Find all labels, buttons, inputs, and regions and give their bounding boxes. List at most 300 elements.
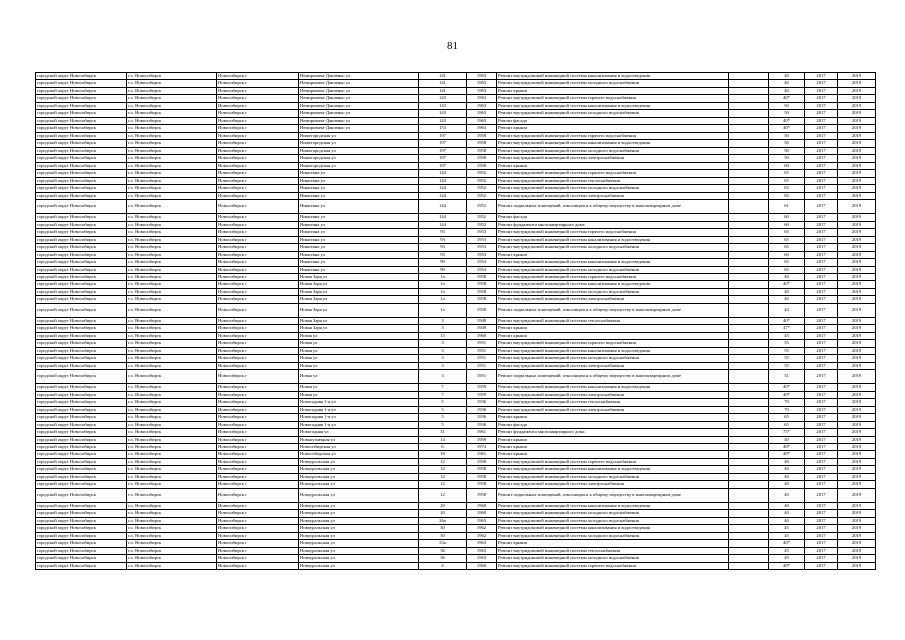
settlement-cell: Новосибирск г	[217, 229, 299, 236]
year-built-cell: 1958	[467, 147, 497, 154]
settlement-cell: Новосибирск г	[217, 488, 299, 502]
settlement-cell: Новосибирск г	[217, 102, 299, 109]
house-number-cell: 93	[419, 251, 467, 258]
table-row	[36, 266, 876, 273]
wear-percent-cell: 55	[769, 340, 805, 347]
period-end-cell: 2019	[838, 391, 876, 398]
work-type-cell: Ремонт внутридомовой инженерной системы канализования и водоотведения	[497, 281, 729, 288]
blank-cell	[729, 332, 769, 339]
period-start-cell: 2017	[805, 429, 838, 436]
wear-percent-cell: 55	[769, 347, 805, 354]
work-type-cell: Ремонт фасада	[497, 421, 729, 428]
work-type-cell: Ремонт крыши	[497, 162, 729, 169]
street-cell: Немировича-Данченко ул	[299, 73, 419, 80]
house-number-cell: 197	[419, 132, 467, 139]
blank-cell	[729, 317, 769, 324]
work-type-cell: Ремонт внутридомовой инженерной системы электроснабжения	[497, 406, 729, 413]
house-number-cell: 144	[419, 192, 467, 199]
period-start-cell: 2017	[805, 436, 838, 443]
blank-cell	[729, 281, 769, 288]
wear-percent-cell: 65	[769, 421, 805, 428]
blank-cell	[729, 414, 769, 421]
blank-cell	[729, 406, 769, 413]
house-number-cell: 5	[419, 414, 467, 421]
wear-percent-cell: 60	[769, 214, 805, 221]
wear-percent-cell: 50	[769, 102, 805, 109]
year-built-cell: 1963	[467, 110, 497, 117]
period-start-cell: 2017	[805, 185, 838, 192]
street-cell: Нижегородская ул	[299, 155, 419, 162]
year-built-cell: 1953	[467, 236, 497, 243]
year-built-cell: 1951	[467, 362, 497, 369]
street-cell: Никитина ул	[299, 236, 419, 243]
period-end-cell: 2019	[838, 229, 876, 236]
period-end-cell: 2019	[838, 132, 876, 139]
wear-percent-cell: 40*	[769, 562, 805, 569]
blank-cell	[729, 473, 769, 480]
year-built-cell: 1951	[467, 347, 497, 354]
period-start-cell: 2017	[805, 281, 838, 288]
district-cell: г.о. Новосибирск	[127, 517, 217, 524]
district-cell: г.о. Новосибирск	[127, 340, 217, 347]
blank-cell	[729, 429, 769, 436]
settlement-cell: Новосибирск г	[217, 532, 299, 539]
district-cell: г.о. Новосибирск	[127, 451, 217, 458]
table-row	[36, 340, 876, 347]
table-row	[36, 192, 876, 199]
period-end-cell: 2019	[838, 555, 876, 562]
table-row	[36, 259, 876, 266]
district-cell: г.о. Новосибирск	[127, 355, 217, 362]
settlement-cell: Новосибирск г	[217, 370, 299, 384]
municipality-cell: городской округ Новосибирск	[36, 95, 127, 102]
municipality-cell: городской округ Новосибирск	[36, 274, 127, 281]
municipality-cell: городской округ Новосибирск	[36, 73, 127, 80]
table-row	[36, 443, 876, 450]
wear-percent-cell: 44	[769, 303, 805, 317]
district-cell: г.о. Новосибирск	[127, 391, 217, 398]
wear-percent-cell: 40	[769, 510, 805, 517]
year-built-cell: 1952	[467, 185, 497, 192]
blank-cell	[729, 391, 769, 398]
municipality-cell: городской округ Новосибирск	[36, 244, 127, 251]
period-start-cell: 2017	[805, 414, 838, 421]
year-built-cell: 1963	[467, 517, 497, 524]
house-number-cell: 143	[419, 117, 467, 124]
municipality-cell: городской округ Новосибирск	[36, 332, 127, 339]
work-type-cell: Ремонт внутридомовой инженерной системы холодного водоснабжения	[497, 355, 729, 362]
period-end-cell: 2019	[838, 125, 876, 132]
street-cell: Нижегородская ул	[299, 140, 419, 147]
blank-cell	[729, 125, 769, 132]
street-cell: Новоуральская ул	[299, 502, 419, 509]
settlement-cell: Новосибирск г	[217, 251, 299, 258]
year-built-cell: 1936	[467, 414, 497, 421]
municipality-cell: городской округ Новосибирск	[36, 102, 127, 109]
municipality-cell: городской округ Новосибирск	[36, 229, 127, 236]
district-cell: г.о. Новосибирск	[127, 155, 217, 162]
period-end-cell: 2019	[838, 421, 876, 428]
period-start-cell: 2017	[805, 87, 838, 94]
blank-cell	[729, 251, 769, 258]
table-row	[36, 73, 876, 80]
house-number-cell: 20	[419, 510, 467, 517]
district-cell: г.о. Новосибирск	[127, 140, 217, 147]
district-cell: г.о. Новосибирск	[127, 214, 217, 221]
settlement-cell: Новосибирск г	[217, 406, 299, 413]
house-number-cell: 12	[419, 473, 467, 480]
work-type-cell: Ремонт внутридомовой инженерной системы горячего водоснабжения	[497, 274, 729, 281]
settlement-cell: Новосибирск г	[217, 236, 299, 243]
settlement-cell: Новосибирск г	[217, 414, 299, 421]
table-row	[36, 451, 876, 458]
street-cell: Немировича-Данченко ул	[299, 117, 419, 124]
work-type-cell: Ремонт внутридомовой инженерной системы горячего водоснабжения	[497, 562, 729, 569]
street-cell: Новая Заря ул	[299, 288, 419, 295]
year-built-cell: 1936	[467, 399, 497, 406]
wear-percent-cell: 65	[769, 244, 805, 251]
district-cell: г.о. Новосибирск	[127, 102, 217, 109]
year-built-cell: 1958	[467, 132, 497, 139]
house-number-cell: 33а	[419, 540, 467, 547]
house-number-cell: 197	[419, 155, 467, 162]
work-type-cell: Ремонт внутридомовой инженерной системы электроснабжения	[497, 362, 729, 369]
blank-cell	[729, 466, 769, 473]
settlement-cell: Новосибирск г	[217, 274, 299, 281]
period-end-cell: 2019	[838, 517, 876, 524]
period-start-cell: 2017	[805, 421, 838, 428]
wear-percent-cell: 51	[769, 370, 805, 384]
work-type-cell: Ремонт внутридомовой инженерной системы электроснабжения	[497, 192, 729, 199]
work-type-cell: Ремонт внутридомовой инженерной системы теплоснабжения	[497, 177, 729, 184]
wear-percent-cell: 40*	[769, 443, 805, 450]
period-end-cell: 2019	[838, 317, 876, 324]
period-start-cell: 2017	[805, 362, 838, 369]
period-start-cell: 2017	[805, 562, 838, 569]
year-built-cell: 1936	[467, 406, 497, 413]
blank-cell	[729, 340, 769, 347]
period-end-cell: 2019	[838, 251, 876, 258]
street-cell: Новоуральская ул	[299, 532, 419, 539]
district-cell: г.о. Новосибирск	[127, 80, 217, 87]
period-start-cell: 2017	[805, 95, 838, 102]
wear-percent-cell: 40	[769, 288, 805, 295]
settlement-cell: Новосибирск г	[217, 473, 299, 480]
period-end-cell: 2019	[838, 332, 876, 339]
wear-percent-cell: 40*	[769, 391, 805, 398]
period-start-cell: 2017	[805, 132, 838, 139]
settlement-cell: Новосибирск г	[217, 177, 299, 184]
work-type-cell: Ремонт крыши	[497, 540, 729, 547]
wear-percent-cell: 40	[769, 274, 805, 281]
period-end-cell: 2019	[838, 458, 876, 465]
table-row	[36, 399, 876, 406]
settlement-cell: Новосибирск г	[217, 147, 299, 154]
street-cell: Немировича-Данченко ул	[299, 102, 419, 109]
blank-cell	[729, 362, 769, 369]
district-cell: г.о. Новосибирск	[127, 362, 217, 369]
period-end-cell: 2019	[838, 281, 876, 288]
period-start-cell: 2017	[805, 155, 838, 162]
district-cell: г.о. Новосибирск	[127, 259, 217, 266]
wear-percent-cell: 40*	[769, 281, 805, 288]
period-start-cell: 2017	[805, 488, 838, 502]
house-number-cell: 5	[419, 399, 467, 406]
year-built-cell: 1958	[467, 473, 497, 480]
table-row	[36, 325, 876, 332]
blank-cell	[729, 185, 769, 192]
period-end-cell: 2019	[838, 244, 876, 251]
work-type-cell: Ремонт внутридомовой инженерной системы холодного водоснабжения	[497, 288, 729, 295]
blank-cell	[729, 140, 769, 147]
period-end-cell: 2019	[838, 502, 876, 509]
period-end-cell: 2019	[838, 192, 876, 199]
municipality-cell: городской округ Новосибирск	[36, 555, 127, 562]
period-end-cell: 2019	[838, 303, 876, 317]
period-start-cell: 2017	[805, 140, 838, 147]
work-type-cell: Ремонт внутридомовой инженерной системы холодного водоснабжения	[497, 244, 729, 251]
municipality-cell: городской округ Новосибирск	[36, 155, 127, 162]
house-number-cell: 144	[419, 221, 467, 228]
municipality-cell: городской округ Новосибирск	[36, 117, 127, 124]
street-cell: Нижегородская ул	[299, 147, 419, 154]
year-built-cell: 1949	[467, 325, 497, 332]
work-type-cell: Ремонт внутридомовой инженерной системы холодного водоснабжения	[497, 80, 729, 87]
municipality-cell: городской округ Новосибирск	[36, 214, 127, 221]
district-cell: г.о. Новосибирск	[127, 502, 217, 509]
table-row	[36, 95, 876, 102]
blank-cell	[729, 436, 769, 443]
period-end-cell: 2019	[838, 443, 876, 450]
period-end-cell: 2019	[838, 221, 876, 228]
house-number-cell: 12	[419, 466, 467, 473]
work-type-cell: Ремонт внутридомовой инженерной системы горячего водоснабжения	[497, 229, 729, 236]
house-number-cell: 20	[419, 502, 467, 509]
work-type-cell: Ремонт внутридомовой инженерной системы горячего водоснабжения	[497, 340, 729, 347]
period-start-cell: 2017	[805, 80, 838, 87]
settlement-cell: Новосибирск г	[217, 259, 299, 266]
settlement-cell: Новосибирск г	[217, 87, 299, 94]
period-end-cell: 2019	[838, 510, 876, 517]
year-built-cell: 1958	[467, 481, 497, 488]
district-cell: г.о. Новосибирск	[127, 562, 217, 569]
year-built-cell: 1959	[467, 436, 497, 443]
street-cell: Никитина ул	[299, 214, 419, 221]
house-number-cell: 93	[419, 236, 467, 243]
period-end-cell: 2019	[838, 266, 876, 273]
house-number-cell: 3	[419, 355, 467, 362]
house-number-cell: 99	[419, 266, 467, 273]
house-number-cell: 93	[419, 229, 467, 236]
settlement-cell: Новосибирск г	[217, 185, 299, 192]
period-start-cell: 2017	[805, 325, 838, 332]
period-end-cell: 2019	[838, 73, 876, 80]
street-cell: Никитина ул	[299, 177, 419, 184]
year-built-cell: 1951	[467, 340, 497, 347]
street-cell: Немировича-Данченко ул	[299, 110, 419, 117]
settlement-cell: Новосибирск г	[217, 95, 299, 102]
municipality-cell: городской округ Новосибирск	[36, 296, 127, 303]
district-cell: г.о. Новосибирск	[127, 510, 217, 517]
period-start-cell: 2017	[805, 391, 838, 398]
house-number-cell: 31	[419, 429, 467, 436]
blank-cell	[729, 132, 769, 139]
municipality-cell: городской округ Новосибирск	[36, 87, 127, 94]
table-row	[36, 391, 876, 398]
municipality-cell: городской округ Новосибирск	[36, 562, 127, 569]
year-built-cell: 1961	[467, 451, 497, 458]
street-cell: Новосибирская ул	[299, 451, 419, 458]
settlement-cell: Новосибирск г	[217, 384, 299, 391]
settlement-cell: Новосибирск г	[217, 443, 299, 450]
settlement-cell: Новосибирск г	[217, 281, 299, 288]
district-cell: г.о. Новосибирск	[127, 73, 217, 80]
settlement-cell: Новосибирск г	[217, 296, 299, 303]
blank-cell	[729, 303, 769, 317]
year-built-cell: 1958	[467, 458, 497, 465]
wear-percent-cell: 65	[769, 229, 805, 236]
municipality-cell: городской округ Новосибирск	[36, 162, 127, 169]
table-row	[36, 117, 876, 124]
blank-cell	[729, 102, 769, 109]
street-cell: Новоуральская ул	[299, 510, 419, 517]
blank-cell	[729, 266, 769, 273]
blank-cell	[729, 296, 769, 303]
period-start-cell: 2017	[805, 443, 838, 450]
municipality-cell: городской округ Новосибирск	[36, 443, 127, 450]
table-row	[36, 288, 876, 295]
year-built-cell: 1958	[467, 281, 497, 288]
street-cell: Никитина ул	[299, 259, 419, 266]
table-row	[36, 362, 876, 369]
blank-cell	[729, 229, 769, 236]
year-built-cell: 1963	[467, 540, 497, 547]
table-row	[36, 510, 876, 517]
blank-cell	[729, 510, 769, 517]
period-end-cell: 2019	[838, 259, 876, 266]
municipality-cell: городской округ Новосибирск	[36, 140, 127, 147]
year-built-cell: 1952	[467, 177, 497, 184]
settlement-cell: Новосибирск г	[217, 525, 299, 532]
wear-percent-cell: 40*	[769, 317, 805, 324]
period-start-cell: 2017	[805, 540, 838, 547]
year-built-cell: 1963	[467, 95, 497, 102]
house-number-cell: 1а	[419, 303, 467, 317]
table-row	[36, 429, 876, 436]
settlement-cell: Новосибирск г	[217, 110, 299, 117]
settlement-cell: Новосибирск г	[217, 355, 299, 362]
period-start-cell: 2017	[805, 117, 838, 124]
work-type-cell: Ремонт крыши	[497, 451, 729, 458]
settlement-cell: Новосибирск г	[217, 555, 299, 562]
house-number-cell: 3	[419, 325, 467, 332]
work-type-cell: Ремонт фундамента многоквартирного дома	[497, 429, 729, 436]
settlement-cell: Новосибирск г	[217, 155, 299, 162]
house-number-cell: 141	[419, 80, 467, 87]
wear-percent-cell: 40	[769, 488, 805, 502]
settlement-cell: Новосибирск г	[217, 170, 299, 177]
period-end-cell: 2019	[838, 399, 876, 406]
table-row	[36, 488, 876, 502]
wear-percent-cell: 61	[769, 200, 805, 214]
work-type-cell: Ремонт фасада	[497, 214, 729, 221]
period-start-cell: 2017	[805, 525, 838, 532]
table-row	[36, 274, 876, 281]
wear-percent-cell: 45	[769, 555, 805, 562]
period-start-cell: 2017	[805, 510, 838, 517]
municipality-cell: городской округ Новосибирск	[36, 391, 127, 398]
year-built-cell: 1960	[467, 502, 497, 509]
period-start-cell: 2017	[805, 259, 838, 266]
year-built-cell: 1952	[467, 192, 497, 199]
period-start-cell: 2017	[805, 251, 838, 258]
work-type-cell: Ремонт внутридомовой инженерной системы канализования и водоотведения	[497, 73, 729, 80]
table-row	[36, 562, 876, 569]
street-cell: Никитина ул	[299, 200, 419, 214]
blank-cell	[729, 177, 769, 184]
blank-cell	[729, 517, 769, 524]
blank-cell	[729, 214, 769, 221]
period-start-cell: 2017	[805, 296, 838, 303]
year-built-cell: 1951	[467, 355, 497, 362]
year-built-cell: 1962	[467, 525, 497, 532]
year-built-cell: 1952	[467, 200, 497, 214]
street-cell: Новая ул	[299, 391, 419, 398]
period-end-cell: 2019	[838, 325, 876, 332]
district-cell: г.о. Новосибирск	[127, 266, 217, 273]
municipality-cell: городской округ Новосибирск	[36, 303, 127, 317]
house-number-cell: 3	[419, 340, 467, 347]
period-end-cell: 2019	[838, 162, 876, 169]
period-end-cell: 2019	[838, 185, 876, 192]
year-built-cell: 1953	[467, 229, 497, 236]
district-cell: г.о. Новосибирск	[127, 332, 217, 339]
year-built-cell: 1963	[467, 87, 497, 94]
wear-percent-cell: 60	[769, 221, 805, 228]
municipality-cell: городской округ Новосибирск	[36, 110, 127, 117]
settlement-cell: Новосибирск г	[217, 132, 299, 139]
work-type-cell: Ремонт внутридомовой инженерной системы канализования и водоотведения	[497, 140, 729, 147]
street-cell: Нижегородская ул	[299, 162, 419, 169]
street-cell: Никитина ул	[299, 192, 419, 199]
blank-cell	[729, 288, 769, 295]
blank-cell	[729, 147, 769, 154]
street-cell: Новоуральская ул	[299, 525, 419, 532]
period-start-cell: 2017	[805, 177, 838, 184]
wear-percent-cell: 40*	[769, 540, 805, 547]
table-row	[36, 540, 876, 547]
street-cell: Новая Заря ул	[299, 325, 419, 332]
house-number-cell: 3	[419, 347, 467, 354]
settlement-cell: Новосибирск г	[217, 266, 299, 273]
wear-percent-cell: 55	[769, 362, 805, 369]
year-built-cell: 1958	[467, 140, 497, 147]
street-cell: Новая ул	[299, 340, 419, 347]
settlement-cell: Новосибирск г	[217, 547, 299, 554]
period-end-cell: 2019	[838, 95, 876, 102]
period-end-cell: 2019	[838, 200, 876, 214]
municipality-cell: городской округ Новосибирск	[36, 436, 127, 443]
wear-percent-cell: 40*	[769, 125, 805, 132]
period-end-cell: 2019	[838, 384, 876, 391]
blank-cell	[729, 451, 769, 458]
period-end-cell: 2019	[838, 140, 876, 147]
district-cell: г.о. Новосибирск	[127, 192, 217, 199]
period-end-cell: 2019	[838, 110, 876, 117]
table-row	[36, 296, 876, 303]
period-start-cell: 2017	[805, 214, 838, 221]
blank-cell	[729, 347, 769, 354]
